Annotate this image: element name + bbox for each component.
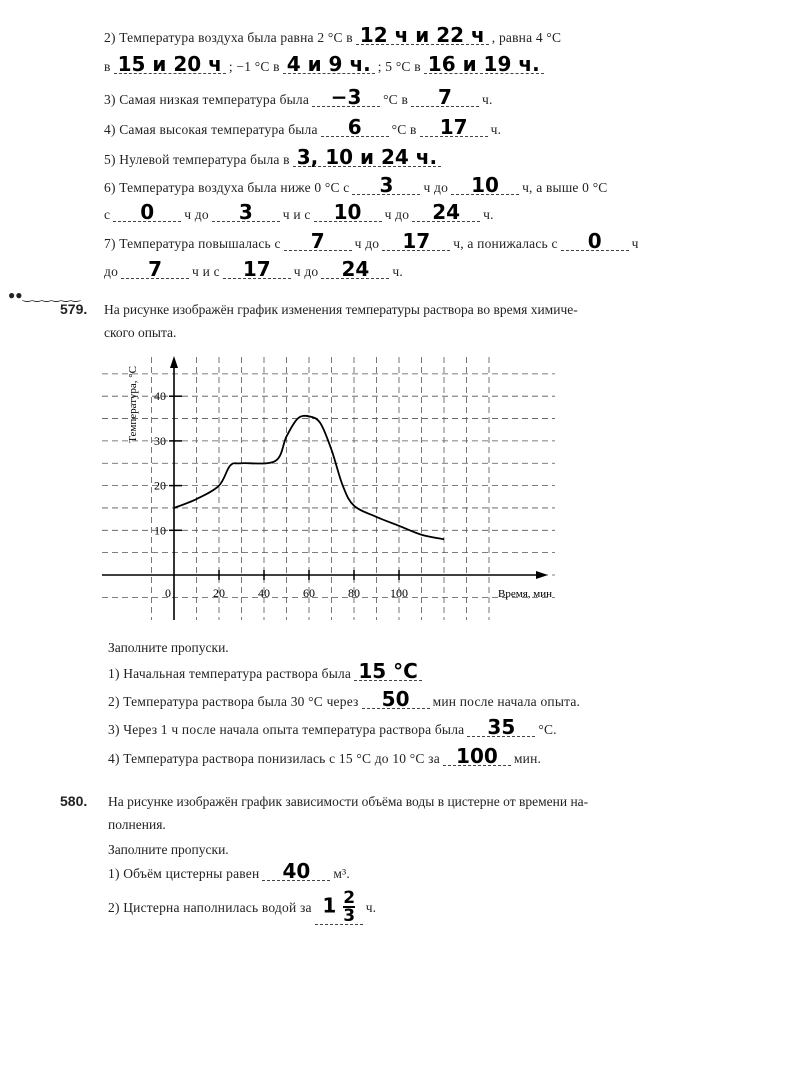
answer-field[interactable]: 3: [212, 203, 280, 222]
y-tick-label: 40: [154, 389, 166, 404]
text: ч.: [365, 899, 377, 915]
answer-field[interactable]: 17: [382, 232, 450, 251]
text: °C в: [383, 92, 409, 107]
y-axis-arrow: [170, 356, 178, 368]
x-axis-label: Время, мин: [498, 588, 552, 600]
answer-field[interactable]: 10: [451, 176, 519, 195]
text: ч и с: [282, 207, 311, 222]
text: ч, а выше 0 °C: [522, 180, 608, 195]
x-tick-label: 40: [258, 586, 270, 600]
answer-field[interactable]: 24: [412, 203, 480, 222]
text: в: [104, 59, 111, 74]
text: ч и с: [192, 264, 220, 279]
answer-field[interactable]: 16 и 19 ч.: [424, 55, 544, 74]
exercise-580-number: 580.: [60, 793, 88, 809]
text: м³.: [333, 866, 350, 881]
text: 3) Самая низкая температура была: [104, 92, 310, 107]
text: 3) Через 1 ч после начала опыта температура раствора была: [108, 722, 465, 737]
answer-line: [108, 687, 581, 711]
text: 1) Объём цистерны равен: [108, 866, 260, 881]
answer-field[interactable]: 7: [284, 232, 352, 251]
numerator: 2: [343, 888, 356, 908]
answer-field[interactable]: 15 °C: [354, 662, 422, 681]
text: , равна 4 °C: [491, 30, 562, 45]
exercise-580-text1: На рисунке изображён график зависимости объёма воды в цистерне от времени на-: [108, 794, 589, 809]
answer-field[interactable]: 24: [321, 260, 389, 279]
answer-field[interactable]: 10: [314, 203, 382, 222]
answer-field[interactable]: 12 ч и 22 ч: [356, 26, 489, 45]
y-tick-label: 20: [154, 478, 166, 493]
answer-field[interactable]: 0: [113, 203, 181, 222]
text: ч.: [482, 92, 493, 107]
text: 7) Температура повышалась с: [104, 236, 281, 251]
text: ч.: [483, 207, 494, 222]
text: ч: [631, 236, 639, 251]
text: ; −1 °C в: [228, 59, 280, 74]
text: с: [104, 207, 111, 222]
answer-line: [108, 659, 425, 683]
answer-field[interactable]: −3: [312, 88, 380, 107]
denominator: 3: [343, 906, 356, 926]
text: 6) Температура воздуха была ниже 0 °C с: [104, 180, 350, 195]
text: ч до: [293, 264, 319, 279]
text: ч.: [392, 264, 403, 279]
text: ч, а понижалась с: [453, 236, 558, 251]
answer-field[interactable]: 17: [420, 118, 488, 137]
text: ; 5 °C в: [377, 59, 421, 74]
answer-field[interactable]: 6: [321, 118, 389, 137]
x-tick-label: 20: [213, 586, 225, 600]
text: 4) Самая высокая температура была: [104, 122, 318, 137]
exercise-580-line1: [108, 859, 350, 883]
x-tick-label: 80: [348, 586, 360, 600]
exercise-580-text2: полнения.: [108, 817, 166, 832]
text: 2) Температура раствора была 30 °C через: [108, 694, 359, 709]
answer-line: [104, 23, 562, 47]
y-tick-label: 10: [154, 523, 166, 538]
answer-field[interactable]: 3, 10 и 24 ч.: [293, 148, 441, 167]
text: 2) Температура воздуха была равна 2 °C в: [104, 30, 353, 45]
exercise-580-fill-label: Заполните пропуски.: [108, 842, 229, 857]
answer-line: [108, 715, 557, 739]
answer-line: [104, 85, 493, 109]
answer-line: [104, 257, 403, 281]
text: ч до: [384, 207, 410, 222]
y-tick-label: 30: [154, 433, 166, 448]
text: мин после начала опыта.: [432, 694, 581, 709]
answer-field[interactable]: 35: [467, 718, 535, 737]
text: 1) Начальная температура раствора была: [108, 666, 352, 681]
text: ч до: [423, 180, 449, 195]
x-tick-label: 100: [390, 586, 408, 600]
answer-field[interactable]: [315, 890, 363, 925]
answer-fraction: [343, 890, 355, 924]
x-tick-label: 60: [303, 586, 315, 600]
answer-field[interactable]: 50: [362, 690, 430, 709]
text: мин.: [513, 751, 542, 766]
text: °C.: [538, 722, 557, 737]
answer-line: [104, 115, 502, 139]
text: до: [104, 264, 119, 279]
exercise-580-line2: [108, 890, 376, 925]
exercise-579-number: 579.: [60, 301, 88, 317]
answer-field[interactable]: 3: [352, 176, 420, 195]
text: ч до: [354, 236, 380, 251]
answer-line: [104, 52, 547, 76]
answer-field[interactable]: 100: [443, 747, 511, 766]
text: ч до: [184, 207, 209, 222]
answer-line: [108, 744, 542, 768]
answer-field[interactable]: 7: [411, 88, 479, 107]
x-axis-arrow: [536, 571, 548, 579]
answer-field[interactable]: 7: [121, 260, 189, 279]
temperature-chart: [100, 352, 560, 622]
answer-line: [104, 145, 444, 169]
y-axis-label: Температура, °С: [127, 366, 139, 443]
exercise-579-text2: ского опыта.: [104, 325, 177, 340]
x-tick-label: 0: [165, 586, 171, 600]
answer-line: [104, 229, 639, 253]
answer-field[interactable]: 4 и 9 ч.: [283, 55, 375, 74]
text: °C в: [391, 122, 417, 137]
text: 2) Цистерна наполнилась водой за: [108, 899, 312, 915]
answer-line: [104, 200, 494, 224]
text: 5) Нулевой температура была в: [104, 152, 290, 167]
answer-field[interactable]: 0: [561, 232, 629, 251]
answer-field[interactable]: 17: [223, 260, 291, 279]
answer-whole: 1: [322, 893, 337, 918]
answer-line: [104, 173, 608, 197]
answer-field[interactable]: 40: [262, 862, 330, 881]
exercise-579-fill-label: Заполните пропуски.: [108, 640, 229, 655]
answer-field[interactable]: 15 и 20 ч: [114, 55, 226, 74]
margin-mark: ●●‿‿‿‿‿‿: [8, 288, 81, 302]
text: ч.: [490, 122, 502, 137]
exercise-579-text1: На рисунке изображён график изменения температуры раствора во время химиче-: [104, 302, 578, 317]
text: 4) Температура раствора понизилась с 15 °C до 10 °C за: [108, 751, 440, 766]
